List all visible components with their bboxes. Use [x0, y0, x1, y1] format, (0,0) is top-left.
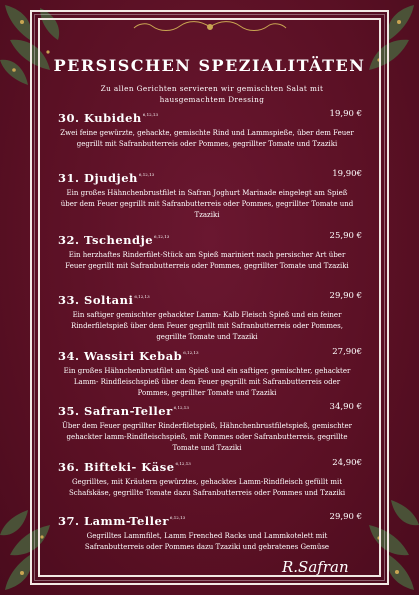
item-description: Gegrilltes, mit Kräutern gewürztes, gehacktes Lamm-Rindfleisch gefüllt mit Schafskäse, gegrillte Tomate dazu Safranbutterreis oder Pommes und Tzaziki — [68, 478, 346, 498]
item-price: 29,90 € — [329, 512, 362, 522]
item-description: Zwei feine gewürzte, gehackte, gemischte Rind und Lammspieße, über dem Feuer gegrillt mit Safranbutterreis oder Pommes, gegrillter Tomate und Tzaziki — [60, 129, 354, 149]
item-allergen-tags: 6,12,13 — [169, 515, 186, 520]
item-name: 30. Kubideh — [58, 111, 142, 125]
item-name: 34. Wassiri Kebab — [58, 349, 183, 363]
item-description: Ein großes Hähnchenbrustfilet in Safran Joghurt Marinade eingelegt am Spieß über dem Feuer gegrillt mit Safranbutterreis oder Pommes, gegrillter Tomate und Tzaziki — [60, 189, 354, 220]
item-price: 19,90 € — [329, 109, 362, 119]
item-description: Ein großes Hähnchenbrustfilet am Spieß und ein saftiger, gemischter, gehackter Lamm- Rindfleischspieß über dem Feuer gegrillt mit Safranbutterreis oder Pommes, gegrillter Tomate und Tzaziki — [63, 367, 351, 398]
item-description: Ein saftiger gemischter gehackter Lamm- Kalb Fleisch Spieß und ein feiner Rinderfiletspieß über dem Feuer gegrillt mit Safranbutterreis oder Pommes, gegrillte Tomate und Tzaziki — [71, 311, 343, 342]
item-name: 32. Tschendje — [58, 233, 154, 247]
item-price: 27,90€ — [332, 347, 362, 357]
item-name: 37. Lamm-Teller — [58, 514, 169, 528]
item-price: 19,90€ — [332, 169, 362, 179]
item-description: Gegrilltes Lammfilet, Lamm Frenched Racks und Lammkotelett mit Safranbutterreis oder Pommes dazu Tzaziki und gebratenes Gemüse — [84, 532, 330, 552]
menu-item-36 — [58, 458, 362, 499]
item-allergen-tags: 6,12,13 — [173, 405, 189, 410]
item-price: 24,90€ — [332, 458, 362, 468]
flourish-ornament-icon — [130, 18, 290, 36]
menu-item-33 — [58, 291, 362, 344]
item-name: 35. Safran-Teller — [58, 404, 173, 418]
item-price: 34,90 € — [329, 402, 362, 412]
item-description: Über dem Feuer gegrillter Rinderfiletspieß, Hähnchenbrustfiletspieß, gemischter gehackter lamm-Rindfleischspieß, mit Pommes oder Safranbutterreis, gegrillte Tomate und Tzaziki — [62, 422, 352, 453]
item-allergen-tags: 6,12,13 — [175, 461, 191, 466]
item-description: Ein herzhaftes Rinderfilet-Stück am Spieß mariniert nach persischer Art über Feuer gegrillt mit Safranbutterreis oder Pommes, gegrillter Tomate und Tzaziki — [65, 251, 349, 271]
item-price: 29,90 € — [329, 291, 362, 301]
item-price: 25,90 € — [329, 231, 362, 241]
item-allergen-tags: 6,12,13 — [154, 234, 170, 239]
menu-title: PERSISCHEN SPEZIALITÄTEN — [53, 56, 366, 75]
item-name: 31. Djudjeh — [58, 171, 138, 185]
menu-item-34 — [58, 347, 362, 400]
menu-item-30 — [58, 109, 362, 150]
menu-item-37 — [58, 512, 362, 553]
item-allergen-tags: 6,12,13 — [134, 294, 150, 299]
item-name: 36. Bifteki- Käse — [58, 460, 175, 474]
item-allergen-tags: 6,12,13 — [183, 350, 199, 355]
menu-subtitle: Zu allen Gerichten servieren wir gemischten Salat mit hausgemachtem Dressing — [100, 84, 324, 104]
menu-item-31 — [58, 169, 362, 222]
item-allergen-tags: 6,12,13 — [142, 112, 159, 117]
menu-item-32 — [58, 231, 362, 272]
menu-item-35 — [58, 402, 362, 455]
signature-logo: R.Safran — [282, 558, 349, 576]
item-allergen-tags: 6,12,13 — [138, 172, 155, 177]
item-name: 33. Soltani — [58, 293, 134, 307]
